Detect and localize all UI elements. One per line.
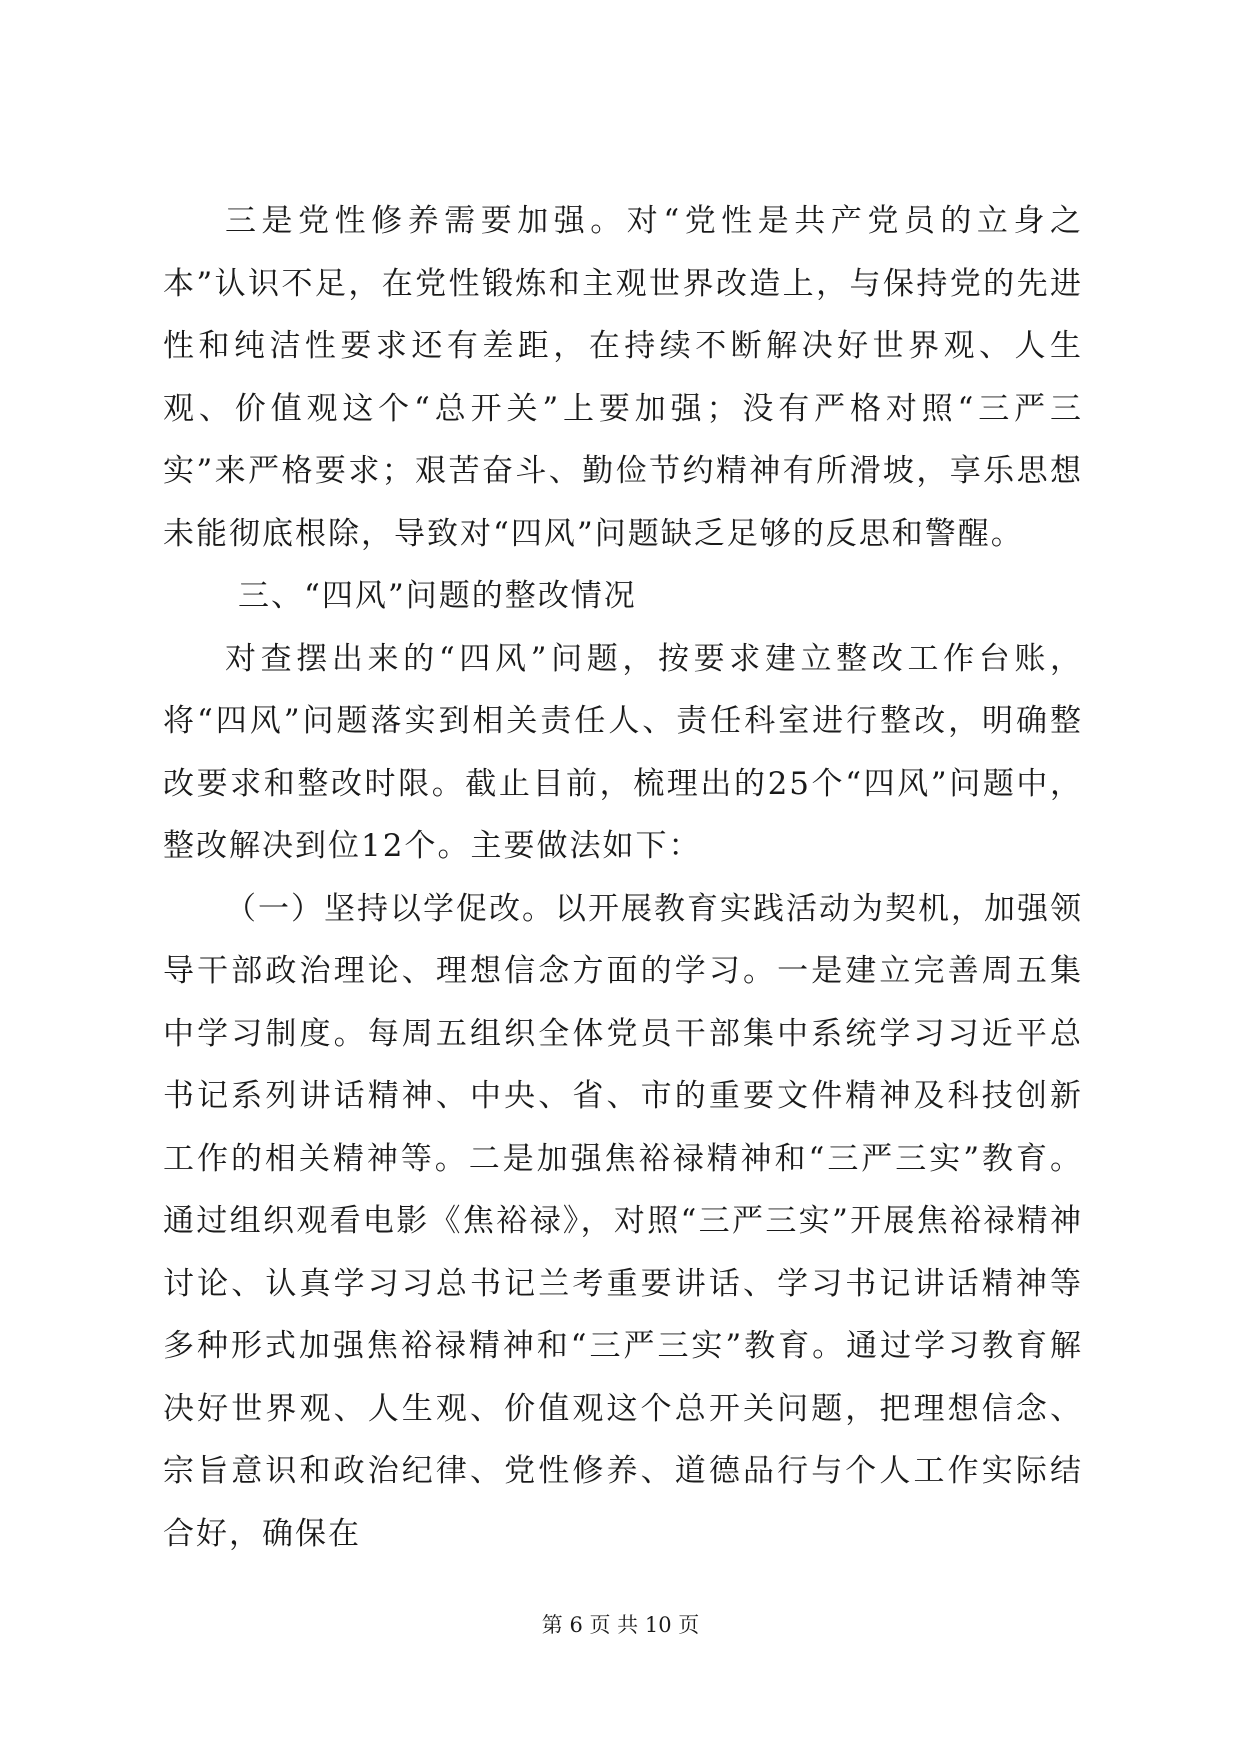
paragraph-study-promotes-reform: （一）坚持以学促改。以开展教育实践活动为契机，加强领导干部政治理论、理想信念方面的学习。一是建立完善周五集中学习制度。每周五组织全体党员干部集中系统学习习近平总书记系列讲话精神、中央、省、市的重要文件精神及科技创新工作的相关精神等。二是加强焦裕禄精神和“三严三实”教育。通过组织观看电影《焦裕禄》，对照“三严三实”开展焦裕禄精神讨论、认真学习习总书记兰考重要讲话、学习书记讲话精神等多种形式加强焦裕禄精神和“三严三实”教育。通过学习教育解决好世界观、人生观、价值观这个总开关问题，把理想信念、宗旨意识和政治纪律、党性修养、道德品行与个人工作实际结合好，确保在	[163, 890, 1083, 1552]
paragraph-rectification-status: 对查摆出来的“四风”问题，按要求建立整改工作台账，将“四风”问题落实到相关责任人、责任科室进行整改，明确整改要求和整改时限。截止目前，梳理出的25个“四风”问题中，整改解决到位12个。主要做法如下：	[163, 640, 1083, 864]
section-heading-rectification: 三、“四风”问题的整改情况	[238, 578, 637, 614]
page-number-footer: 第 6 页 共 10 页	[541, 1613, 700, 1637]
paragraph-party-spirit: 三是党性修养需要加强。对“党性是共产党员的立身之本”认识不足，在党性锻炼和主观世界改造上，与保持党的先进性和纯洁性要求还有差距，在持续不断解决好世界观、人生观、价值观这个“总开关”上要加强；没有严格对照“三严三实”来严格要求；艰苦奋斗、勤俭节约精神有所滑坡，享乐思想未能彻底根除，导致对“四风”问题缺乏足够的反思和警醒。	[163, 203, 1083, 552]
document-body	[163, 190, 1083, 1565]
